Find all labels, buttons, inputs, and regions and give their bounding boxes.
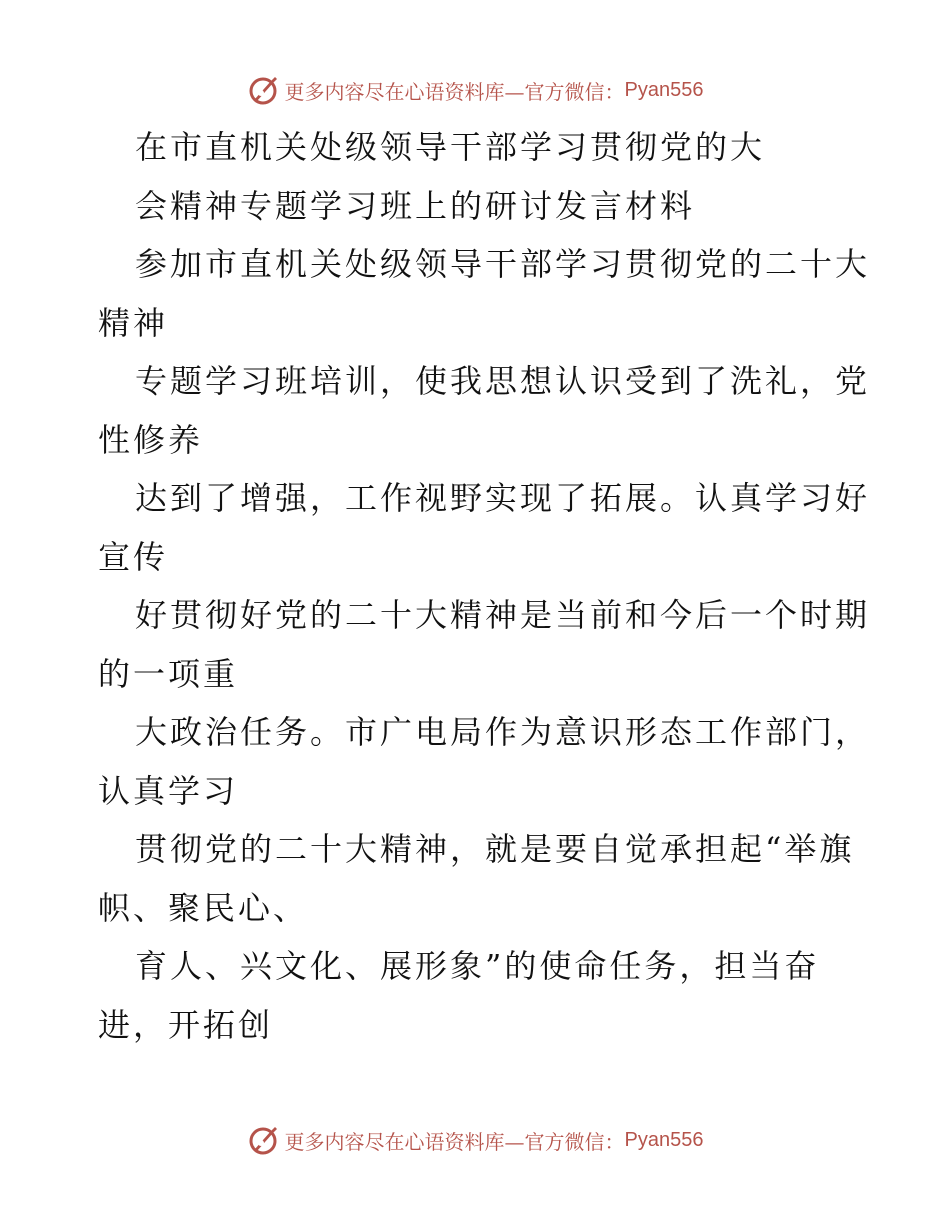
body-line: 育人、兴文化、展形象”的使命任务，担当奋: [135, 947, 820, 985]
body-line: 好贯彻好党的二十大精神是当前和今后一个时期: [135, 596, 871, 634]
watermark-wechat-id: Pyan556: [624, 78, 704, 101]
body-line: 大政治任务。市广电局作为意识形态工作部门，: [135, 713, 871, 751]
body-line: 帜、聚民心、: [98, 888, 309, 927]
watermark-wechat-id: Pyan556: [624, 1128, 704, 1151]
body-line: 宣传: [98, 537, 169, 576]
body-line: 性修养: [98, 420, 204, 459]
watermark-text: 更多内容尽在心语资料库—官方微信：: [284, 79, 625, 104]
body-line: 会精神专题学习班上的研讨发言材料: [135, 186, 696, 225]
body-line: 贯彻党的二十大精神，就是要自觉承担起“举旗: [135, 830, 855, 868]
body-line: 参加市直机关处级领导干部学习贯彻党的二十大: [135, 245, 871, 283]
watermark-text: 更多内容尽在心语资料库—官方微信：: [284, 1129, 625, 1154]
pen-logo-icon: [247, 1123, 281, 1157]
pen-logo-icon: [247, 73, 281, 107]
body-line: 进，开拓创: [98, 1005, 274, 1044]
body-line: 达到了增强，工作视野实现了拓展。认真学习好: [135, 479, 871, 517]
document-body: [98, 118, 871, 1054]
body-line: 专题学习班培训，使我思想认识受到了洗礼，党: [135, 362, 871, 400]
body-line: 的一项重: [98, 654, 239, 693]
body-line: 认真学习: [98, 771, 239, 810]
body-line: 在市直机关处级领导干部学习贯彻党的大: [135, 128, 766, 166]
body-line: 精神: [98, 303, 169, 342]
footer-watermark: [0, 1120, 950, 1160]
header-watermark: [0, 70, 950, 110]
